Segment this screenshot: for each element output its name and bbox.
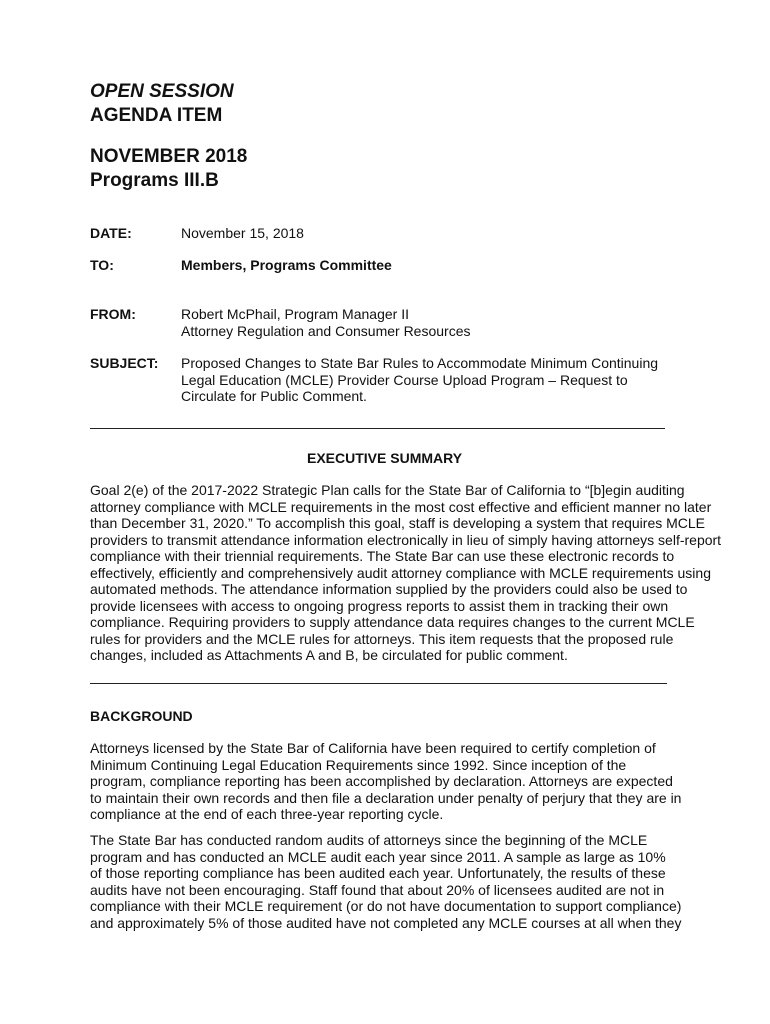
subject-line: Circulate for Public Comment. bbox=[181, 388, 367, 404]
subject-line: Proposed Changes to State Bar Rules to Accommodate Minimum Continuing bbox=[181, 355, 659, 371]
text-line: provide licensees with access to ongoing progress reports to assist them in tracking their own bbox=[90, 597, 669, 614]
subject-label: SUBJECT: bbox=[90, 355, 159, 371]
to-label: TO: bbox=[90, 257, 114, 273]
text-line: Attorneys licensed by the State Bar of California have been required to certify completion of bbox=[90, 740, 656, 756]
text-line: Goal 2(e) of the 2017-2022 Strategic Plan calls for the State Bar of California to “[b]egin auditing bbox=[90, 482, 685, 498]
text-line: than December 31, 2020.” To accomplish this goal, staff is developing a system that requires MCLE bbox=[90, 515, 706, 531]
divider-bottom bbox=[90, 683, 667, 684]
text-line: compliance with their MCLE requirement (or do not have documentation to support compliance) bbox=[90, 898, 682, 914]
text-line: rules for providers and the MCLE rules for attorneys. This item requests that the proposed rule bbox=[90, 630, 674, 647]
subject-line: Legal Education (MCLE) Provider Course Upload Program – Request to bbox=[181, 371, 628, 388]
from-label: FROM: bbox=[90, 306, 136, 322]
text-line: program and has conducted an MCLE audit each year since 2011. A sample as large as 10% bbox=[90, 848, 666, 865]
meeting-month-heading: NOVEMBER 2018 bbox=[90, 146, 248, 167]
agenda-item-heading: AGENDA ITEM bbox=[90, 105, 223, 126]
text-line: attorney compliance with MCLE requirements in the most cost effective and efficient manner no later bbox=[90, 498, 712, 515]
text-line: and approximately 5% of those audited have not completed any MCLE courses at all when they bbox=[90, 914, 682, 931]
divider-top bbox=[90, 428, 665, 429]
text-line: providers to transmit attendance information electronically in lieu of simply having attorneys self-report bbox=[90, 531, 722, 548]
text-line: of those reporting compliance has been audited each year. Unfortunately, the results of these bbox=[90, 865, 666, 881]
text-line: changes, included as Attachments A and B, be circulated for public comment. bbox=[90, 647, 568, 663]
from-name-line: Robert McPhail, Program Manager II bbox=[181, 306, 409, 322]
session-heading: OPEN SESSION bbox=[90, 81, 234, 102]
subject-value bbox=[181, 355, 658, 405]
text-line: Minimum Continuing Legal Education Requirements since 1992. Since inception of the bbox=[90, 756, 627, 773]
text-line: compliance. Requiring providers to supply attendance data requires changes to the current MCLE bbox=[90, 614, 695, 630]
text-line: effectively, efficiently and comprehensively audit attorney compliance with MCLE requirements using bbox=[90, 564, 711, 581]
to-value: Members, Programs Committee bbox=[181, 257, 392, 273]
text-line: automated methods. The attendance information supplied by the providers could also be used to bbox=[90, 581, 688, 597]
background-paragraph-1 bbox=[90, 740, 681, 823]
text-line: The State Bar has conducted random audits of attorneys since the beginning of the MCLE bbox=[90, 832, 648, 848]
text-line: audits have not been encouraging. Staff found that about 20% of licensees audited are not in bbox=[90, 881, 665, 898]
text-line: compliance at the end of each three-year reporting cycle. bbox=[90, 806, 444, 822]
executive-summary-body bbox=[90, 482, 721, 664]
background-title: BACKGROUND bbox=[90, 708, 193, 724]
background-paragraph-2 bbox=[90, 832, 681, 931]
date-label: DATE: bbox=[90, 225, 132, 241]
from-department-line: Attorney Regulation and Consumer Resources bbox=[181, 322, 471, 339]
program-item-heading: Programs III.B bbox=[90, 170, 219, 191]
text-line: compliance with their triennial requirements. The State Bar can use these electronic records to bbox=[90, 548, 675, 564]
date-value: November 15, 2018 bbox=[181, 225, 304, 241]
text-line: to maintain their own records and then file a declaration under penalty of perjury that they are in bbox=[90, 789, 682, 806]
text-line: program, compliance reporting has been accomplished by declaration. Attorneys are expected bbox=[90, 773, 673, 789]
from-value bbox=[181, 306, 471, 339]
executive-summary-title: EXECUTIVE SUMMARY bbox=[307, 450, 463, 466]
